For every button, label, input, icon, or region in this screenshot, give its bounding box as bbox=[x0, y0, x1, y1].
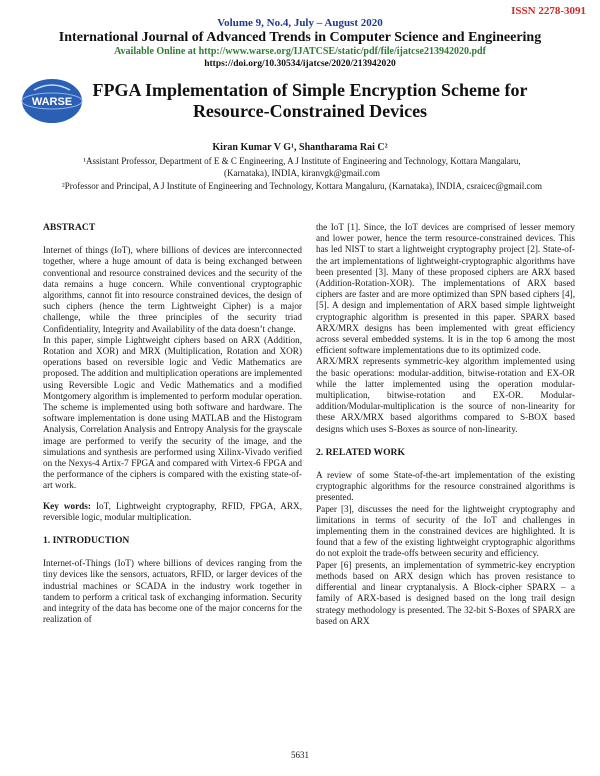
affiliation-1: ¹Assistant Professor, Department of E & C Engineering, A J Institute of Engineering and Technology, Kottara Mangalaru, (Karnataka), INDIA, kiranvgk@gmail.com bbox=[83, 156, 521, 178]
affiliation-2: ²Professor and Principal, A J Institute of Engineering and Technology, Kottara Mangaluru, (Karnataka), INDIA, csraicec@gmail.com bbox=[62, 181, 542, 191]
related-work-paragraph-3: Paper [6] presents, an implementation of symmetric-key encryption methods based on ARX design which has proven resistance to differential and linear cryptanalysis. A Block-cipher SPARX – a family of ARX-based is designed based on the long trail design strategy methodology is presented. The 32-bit S-Boxes of SPARX are based on ARX bbox=[316, 559, 575, 626]
right-column bbox=[316, 222, 575, 627]
doi-link[interactable]: https://doi.org/10.30534/ijatcse/2020/213942020 bbox=[204, 59, 396, 69]
intro-continued-paragraph: the IoT [1]. Since, the IoT devices are comprised of lesser memory and lower power, hence the term resource-constrained devices. This has led NIST to start a lightweight cryptography project [2]. State-of-the art implementations of lightweight-cryptographic algorithms have been presented [3]. Many of these proposed ciphers are ARX based (Addition-Rotation-XOR). The implementations of ARX based ciphers are faster and are more optimized than SPN based ciphers [4], [5]. A design and implementation of ARX based simple lightweight cryptographic algorithm is presented in this paper. SPARX based ARX/MRX designs has been implemented with great efficiency across several embedded systems. It is in the top 6 among the most efficient software implementations due to its optimized code. bbox=[316, 222, 575, 356]
keywords-text: IoT, Lightweight cryptography, RFID, FPGA, ARX, reversible logic, modular multiplication. bbox=[43, 500, 302, 522]
keywords bbox=[43, 501, 302, 523]
paper-authors: Kiran Kumar V G¹, Shantharama Rai C² bbox=[212, 142, 388, 153]
volume-line: Volume 9, No.4, July – August 2020 bbox=[217, 17, 383, 29]
page-number: 5631 bbox=[291, 750, 309, 760]
journal-header bbox=[0, 17, 600, 70]
related-work-paragraph-1: A review of some State-of-the-art implementation of the existing cryptographic algorithms for the resource constrained algorithms is presented. bbox=[316, 470, 575, 503]
related-work-paragraph-2: Paper [3], discusses the need for the lightweight cryptography and limitations in terms of security of the IoT and challenges in implementing them in the constrained devices are highlighted. It is found that a few of the existing lightweight cryptographic algorithms do not exploit the trade-offs between security and efficiency. bbox=[316, 503, 575, 559]
online-url[interactable]: Available Online at http://www.warse.org/IJATCSE/static/pdf/file/ijatcse213942020.pdf bbox=[114, 46, 486, 57]
logo-text: WARSE bbox=[31, 96, 73, 108]
arx-mrx-paragraph: ARX/MRX represents symmetric-key algorithm implemented using the basic operations: modular-addition, bitwise-rotation and EX-OR while the latter implemented using the operation modular-multiplication, bitwise-rotation and EX-OR. Modular-addition/Modular-multiplication is the source of non-linearity for these ARX/MRX based algorithms compared to S-BOX based designs which uses S-Boxes as source of non-linearity. bbox=[316, 356, 575, 434]
warse-logo bbox=[20, 76, 84, 126]
paper-title: FPGA Implementation of Simple Encryption Scheme for Resource-Constrained Devices bbox=[92, 80, 528, 121]
related-work-heading: 2. RELATED WORK bbox=[316, 446, 405, 458]
keywords-label: Key words: bbox=[43, 500, 91, 511]
abstract-heading: ABSTRACT bbox=[43, 222, 96, 233]
abstract-paragraph-1: Internet of things (IoT), where billions of devices are interconnected together, where a huge amount of data is being exchanged between conventional and resource constrained devices and the security of the data remains a huge concern. While conventional cryptographic algorithms, cannot fit into resource constrained devices, the design of such ciphers (hence the term Lightweight Cipher) is a major challenge, while the three principles of the security triad Confidentiality, Integrity and Availability of the data doesn’t change. bbox=[43, 245, 302, 334]
introduction-heading: 1. INTRODUCTION bbox=[43, 535, 130, 547]
abstract-paragraph-2: In this paper, simple Lightweight ciphers based on ARX (Addition, Rotation and XOR) and MRX (Multiplication, Rotation and XOR) operations based on reversible logic and Vedic Mathematics are proposed. The addition and multiplication operations are implemented using Reversible Logic and Vedic Mathematics and a modified Montgomery algorithm is implemented to perform modular operation. The scheme is implemented using both software and hardware. The software implementation is done using MATLAB and the Histogram Analysis, Correlation Analysis and Entropy Analysis for the grayscale image are performed to verify the security of the image, and the simulations and synthesis are performed using Xilinx-Vivado verified on the Nexys-4 Artix-7 FPGA and compared with Virtex-6 FPGA and the performance of the ciphers is compared with the existing state-of-art work. bbox=[43, 334, 302, 491]
issn-label: ISSN 2278-3091 bbox=[511, 5, 586, 17]
introduction-paragraph-1: Internet-of-Things (IoT) where billions of devices ranging from the tiny devices like the sensors, actuators, RFID, or larger devices of the industrial machines or SCADA in the industry work together in tandem to perform a critical task of exchanging information. Security and integrity of the data has become one of the major concerns for the realization of bbox=[43, 558, 302, 625]
left-column bbox=[43, 222, 302, 626]
journal-title: International Journal of Advanced Trends in Computer Science and Engineering bbox=[58, 30, 542, 45]
